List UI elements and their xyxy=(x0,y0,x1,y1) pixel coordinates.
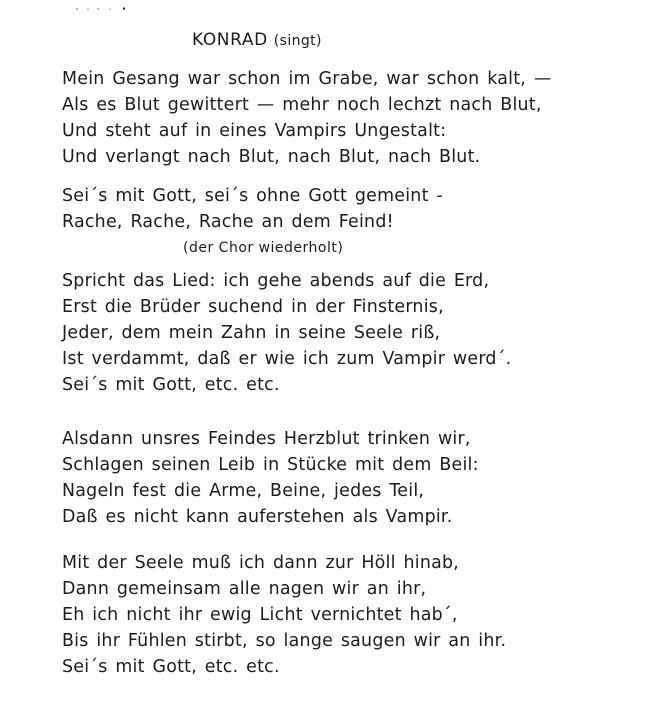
verse-line: Jeder, dem mein Zahn in seine Seele riß, xyxy=(62,323,441,343)
verse-line: Und steht auf in eines Vampirs Ungestalt: xyxy=(62,121,447,141)
verse-line: Und verlangt nach Blut, nach Blut, nach Blut. xyxy=(62,147,481,167)
verse-line: Sei´s mit Gott, etc. etc. xyxy=(62,375,280,395)
verse-line: Ist verdammt, daß er wie ich zum Vampir werd´. xyxy=(62,349,512,369)
verse-line: Nageln fest die Arme, Beine, jedes Teil, xyxy=(62,481,425,501)
verse-line: Sei´s mit Gott, etc. etc. xyxy=(62,657,280,677)
speaker-direction: (singt) xyxy=(273,33,322,49)
verse-line: Rache, Rache, Rache an dem Feind! xyxy=(62,212,394,232)
verse-line: Alsdann unsres Feindes Herzblut trinken wir, xyxy=(62,429,471,449)
verse-line: Bis ihr Fühlen stirbt, so lange saugen wir an ihr. xyxy=(62,631,507,651)
verse-line: Dann gemeinsam alle nagen wir an ihr, xyxy=(62,579,427,599)
speaker-name: KONRAD xyxy=(192,30,268,50)
verse-line: Schlagen seinen Leib in Stücke mit dem Beil: xyxy=(62,455,479,475)
stanza-1 xyxy=(62,66,552,170)
verse-line: Als es Blut gewittert — mehr noch lechzt nach Blut, xyxy=(62,95,542,115)
verse-line: Mit der Seele muß ich dann zur Höll hinab, xyxy=(62,553,460,573)
stanza-2 xyxy=(62,183,443,235)
stanza-3 xyxy=(62,268,511,398)
chorus-stage-direction: (der Chor wiederholt) xyxy=(183,240,344,256)
verse-line: Spricht das Lied: ich gehe abends auf die Erd, xyxy=(62,271,490,291)
verse-line: Erst die Brüder suchend in der Finsternis, xyxy=(62,297,444,317)
speaker-heading xyxy=(192,30,322,50)
stanza-4 xyxy=(62,426,479,530)
stanza-5 xyxy=(62,550,506,680)
verse-line: Mein Gesang war schon im Grabe, war schon kalt, — xyxy=(62,69,552,89)
scan-specks xyxy=(74,6,144,12)
verse-line: Sei´s mit Gott, sei´s ohne Gott gemeint - xyxy=(62,186,443,206)
verse-line: Eh ich nicht ihr ewig Licht vernichtet hab´, xyxy=(62,605,458,625)
verse-line: Daß es nicht kann auferstehen als Vampir. xyxy=(62,507,453,527)
